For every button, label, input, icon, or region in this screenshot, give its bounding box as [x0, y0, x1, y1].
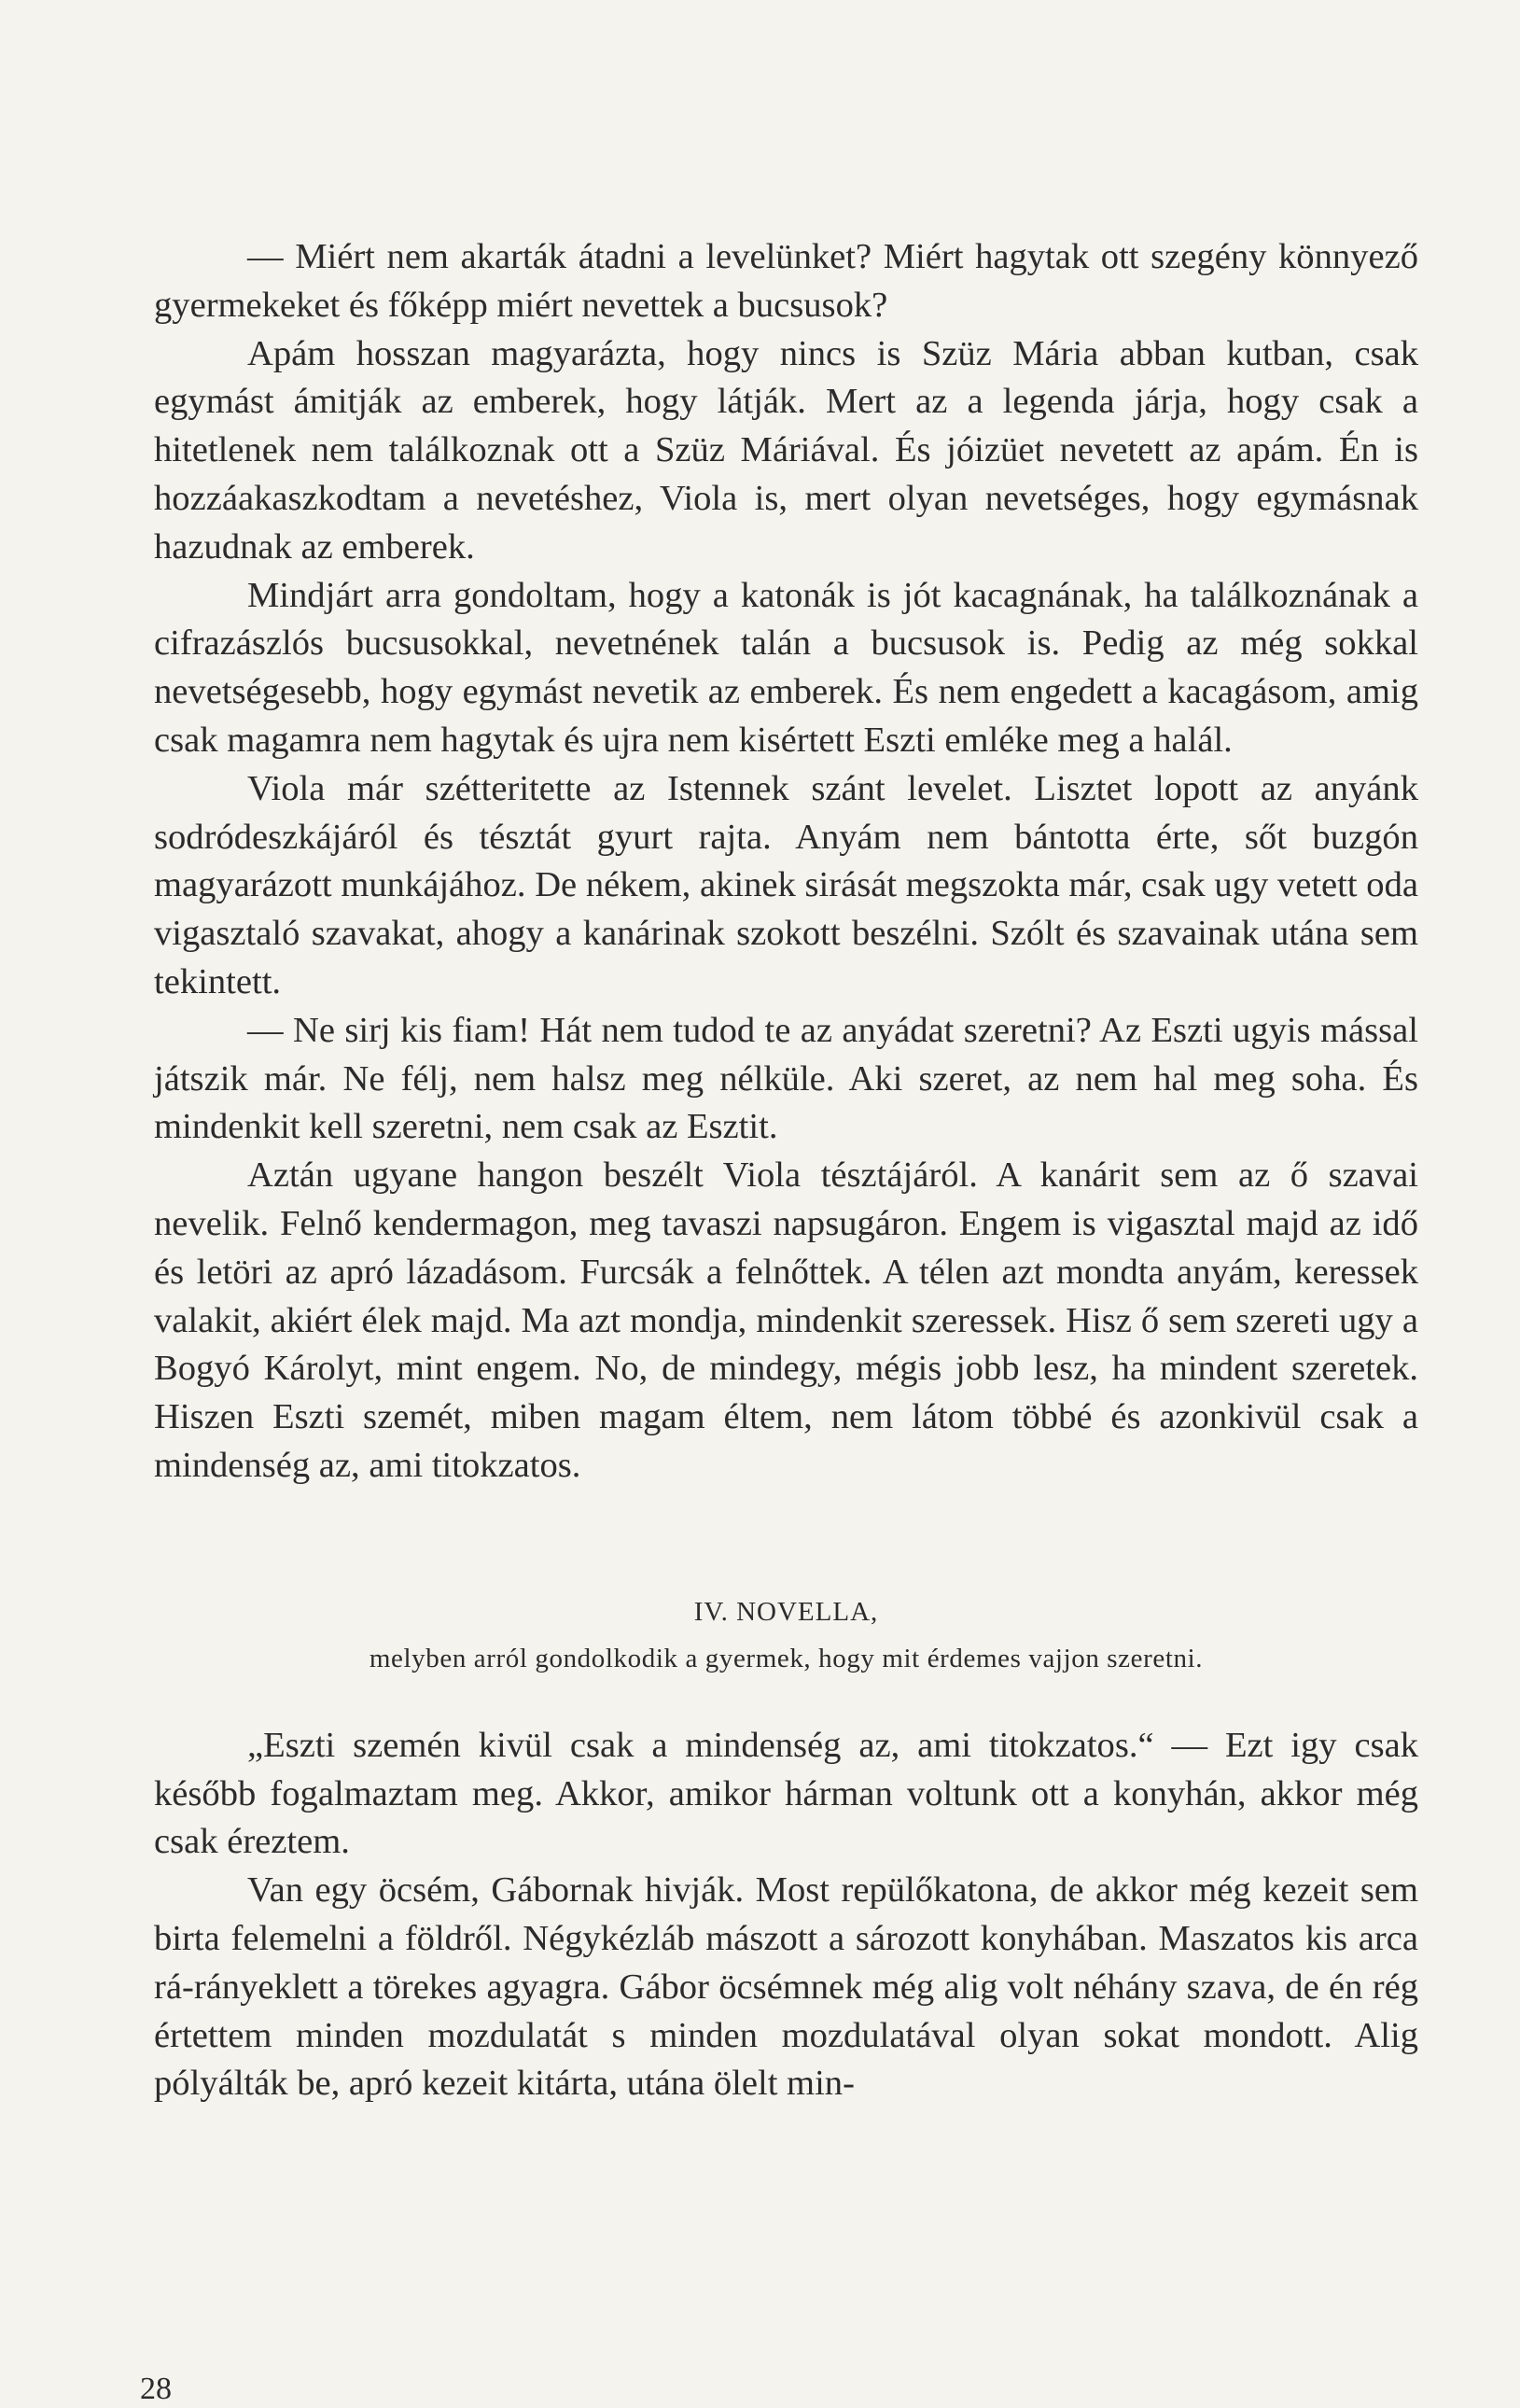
- paragraph: Van egy öcsém, Gábornak hivják. Most repülőkatona, de akkor még kezeit sem birta felemelni a földről. Négykézláb mászott a sározott konyhában. Maszatos kis arca rá-rányeklett a törekes agyagra. Gábor öcsémnek még alig volt néhány szava, de én rég értettem minden mozdulatát s minden mozdulatával olyan sokat mondott. Alig pólyálták be, apró kezeit kitárta, utána ölelt min-: [154, 1870, 1418, 2104]
- chapter-subtitle: melyben arról gondolkodik a gyermek, hogy mit érdemes vajjon szeretni.: [369, 1643, 1204, 1673]
- paragraph: „Eszti szemén kivül csak a mindenség az, ami titokzatos.“ — Ezt igy csak később fogalmaztam meg. Akkor, amikor hárman voltunk ott a konyhán, akkor még csak éreztem.: [154, 1725, 1418, 1862]
- page-number: 28: [140, 2372, 172, 2406]
- book-page: [154, 233, 1418, 2108]
- paragraph: Aztán ugyane hangon beszélt Viola tésztájáról. A kanárit sem az ő szavai nevelik. Felnő kendermagon, meg tavaszi napsugáron. Engem is vigasztal majd az idő és letöri az apró lázadásom. Furcsák a felnőttek. A télen azt mondta anyám, keressek valakit, akiért élek majd. Ma azt mondja, mindenkit szeressek. Hisz ő sem szereti ugy a Bogyó Károlyt, mint engem. No, de mindegy, mégis jobb lesz, ha mindent szeretek. Hiszen Eszti szemét, miben magam éltem, nem látom többé és azonkivül csak a mindenség az, ami titokzatos.: [154, 1155, 1418, 1485]
- paragraph: — Miért nem akarták átadni a levelünket? Miért hagytak ott szegény könnyező gyermekeket és főképp miért nevettek a bucsusok?: [154, 237, 1418, 325]
- paragraph: Apám hosszan magyarázta, hogy nincs is Szüz Mária abban kutban, csak egymást ámitják az emberek, hogy látják. Mert az a legenda járja, hogy csak a hitetlenek nem találkoznak ott a Szüz Máriával. És jóizüet nevetett az apám. Én is hozzáakaszkodtam a nevetéshez, Viola is, mert olyan nevetséges, hogy egymásnak hazudnak az emberek.: [154, 333, 1418, 567]
- paragraph: Mindjárt arra gondoltam, hogy a katonák is jót kacagnának, ha találkoznának a cifrazászlós bucsusokkal, nevetnének talán a bucsusok is. Pedig az még sokkal nevetségesebb, hogy egymást nevetik az emberek. És nem engedett a kacagásom, amig csak magamra nem hagytak és ujra nem kisértett Eszti emléke meg a halál.: [154, 575, 1418, 760]
- chapter-title: IV. NOVELLA,: [693, 1596, 879, 1627]
- paragraph: — Ne sirj kis fiam! Hát nem tudod te az anyádat szeretni? Az Eszti ugyis mással játszik már. Ne félj, nem halsz meg nélküle. Aki szeret, az nem hal meg soha. És mindenkit kell szeretni, nem csak az Esztit.: [154, 1010, 1418, 1147]
- paragraph: Viola már szétteritette az Istennek szánt levelet. Lisztet lopott az anyánk sodródeszkájáról és tésztát gyurt rajta. Anyám nem bántotta érte, sőt buzgón magyarázott munkájához. De nékem, akinek sirását megszokta már, csak ugy vetett oda vigasztaló szavakat, ahogy a kanárinak szokott beszélni. Szólt és szavainak utána sem tekintett.: [154, 768, 1418, 1001]
